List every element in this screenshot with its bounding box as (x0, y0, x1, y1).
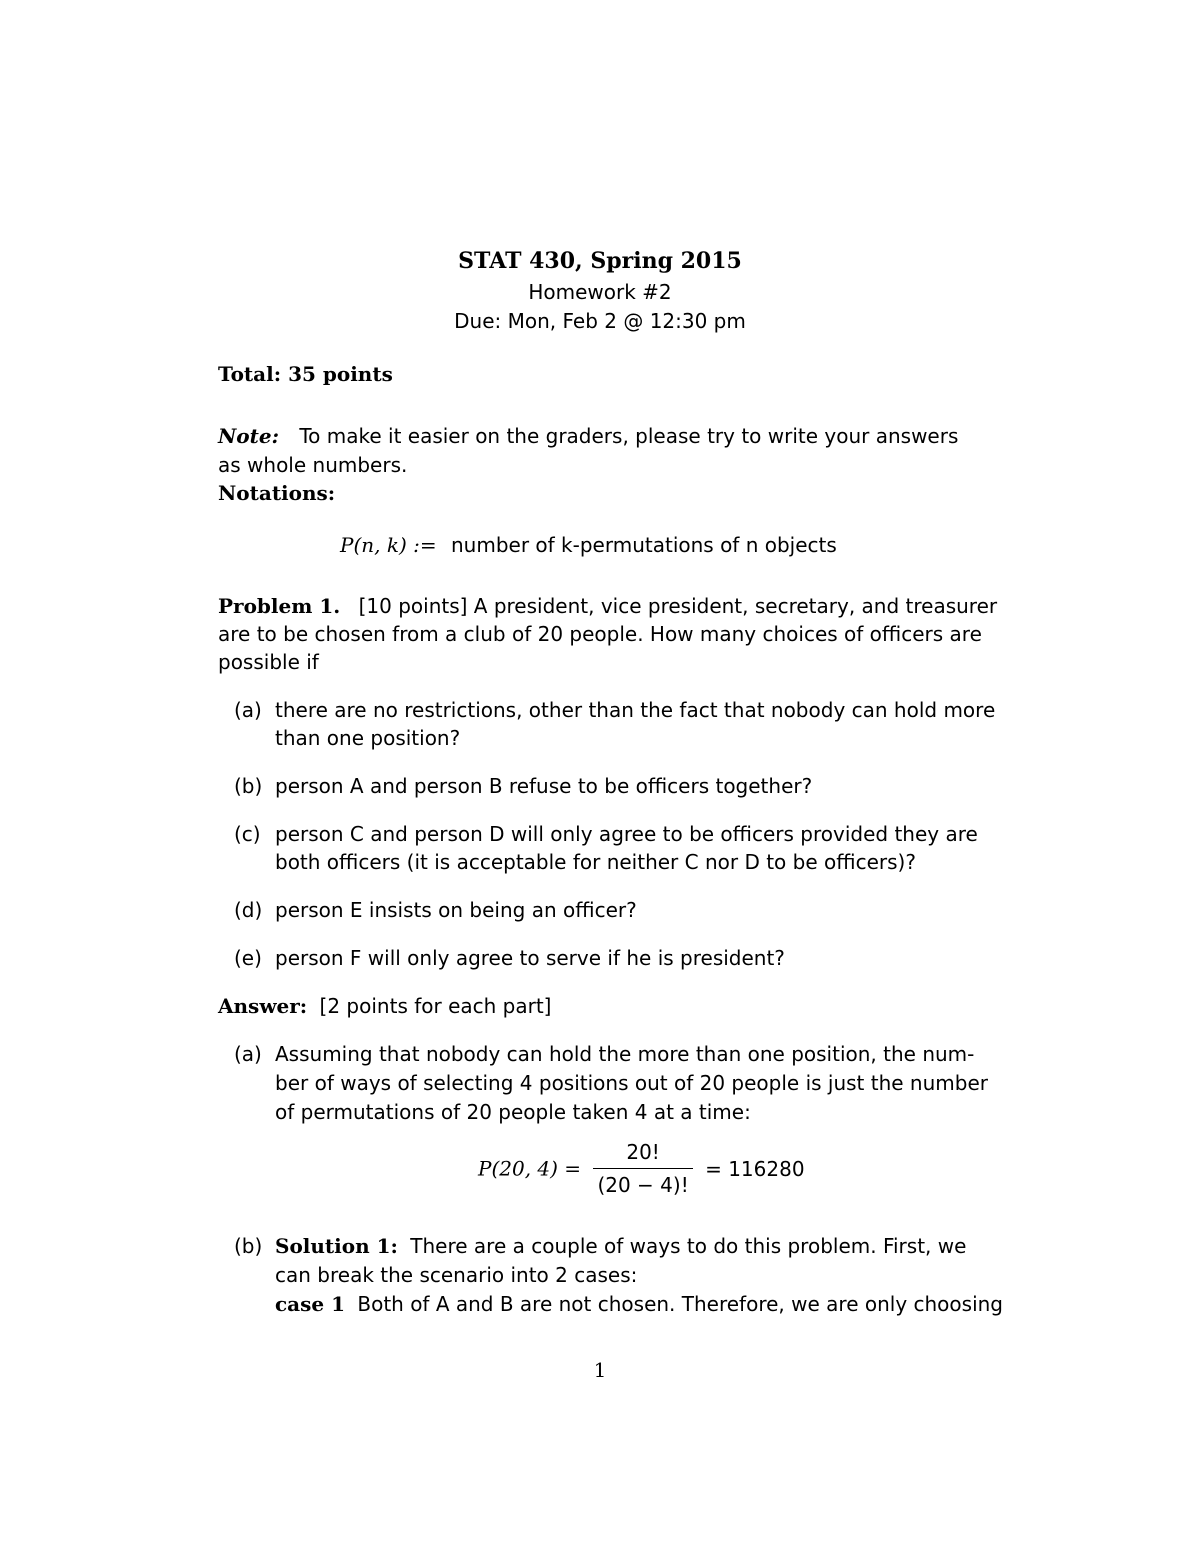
part-a-label: (a) (234, 698, 262, 722)
part-d-label: (d) (234, 898, 263, 922)
part-b-line-1: person A and person B refuse to be officers together? (275, 774, 813, 798)
notation-rhs: number of k-permutations of n objects (451, 533, 837, 557)
answer-b-line-2: can break the scenario into 2 cases: (275, 1263, 638, 1287)
assignment-title: Homework #2 (528, 280, 672, 304)
part-c-line-2: both officers (it is acceptable for neither C nor D to be officers)? (275, 850, 916, 874)
part-a-line-2: than one position? (275, 726, 461, 750)
part-a-line-1: there are no restrictions, other than the fact that nobody can hold more (275, 698, 996, 722)
answer-a-line-1: Assuming that nobody can hold the more than one position, the num- (275, 1042, 975, 1066)
notation-lhs: P(n, k) := (340, 533, 437, 557)
total-points: Total: 35 points (218, 362, 393, 386)
answer-a-label: (a) (234, 1042, 262, 1066)
note-text: To make it easier on the graders, please try to write your answers (299, 424, 959, 448)
course-title: STAT 430, Spring 2015 (458, 248, 742, 274)
answer-b-line-3 (275, 1292, 1003, 1316)
part-c-label: (c) (234, 822, 261, 846)
answer-b-line-1 (275, 1234, 966, 1258)
formula-p-20-4 (478, 1140, 805, 1197)
problem-1-text: [10 points] A president, vice president, secretary, and treasurer (358, 594, 998, 618)
case-1-label: case 1 (275, 1292, 345, 1316)
answer-label: Answer: (218, 994, 308, 1018)
answer-a-line-2: ber of ways of selecting 4 positions out of 20 people is just the number (275, 1071, 988, 1095)
part-b-label: (b) (234, 774, 263, 798)
notation-definition (340, 533, 837, 557)
solution-1-label: Solution 1: (275, 1234, 398, 1258)
notations-label: Notations: (218, 481, 336, 505)
part-e-label: (e) (234, 946, 262, 970)
problem-1-line-3: possible if (218, 650, 319, 674)
note-label: Note: (218, 424, 279, 448)
problem-1-line-1 (218, 594, 997, 618)
note-line-1 (218, 424, 958, 448)
note-line-2: as whole numbers. (218, 453, 408, 477)
case-1-text: Both of A and B are not chosen. Therefore, we are only choosing (357, 1292, 1004, 1316)
part-c-line-1: person C and person D will only agree to be officers provided they are (275, 822, 978, 846)
formula-numerator: 20! (626, 1140, 660, 1164)
answer-b-label: (b) (234, 1234, 263, 1258)
problem-1-line-2: are to be chosen from a club of 20 people. How many choices of officers are (218, 622, 982, 646)
answer-text: [2 points for each part] (319, 994, 552, 1018)
answer-heading (218, 994, 551, 1018)
due-date: Due: Mon, Feb 2 @ 12:30 pm (454, 309, 746, 333)
formula-lhs: P(20, 4) = (478, 1156, 582, 1181)
part-d-line-1: person E insists on being an officer? (275, 898, 637, 922)
solution-1-text: There are a couple of ways to do this problem. First, we (410, 1234, 967, 1258)
part-e-line-1: person F will only agree to serve if he is president? (275, 946, 785, 970)
page-number: 1 (593, 1358, 607, 1382)
problem-1-label: Problem 1. (218, 594, 341, 618)
answer-a-line-3: of permutations of 20 people taken 4 at a time: (275, 1100, 751, 1124)
formula-fraction (593, 1140, 692, 1197)
formula-denominator: (20 − 4)! (593, 1168, 692, 1197)
formula-result: = 116280 (705, 1156, 805, 1181)
